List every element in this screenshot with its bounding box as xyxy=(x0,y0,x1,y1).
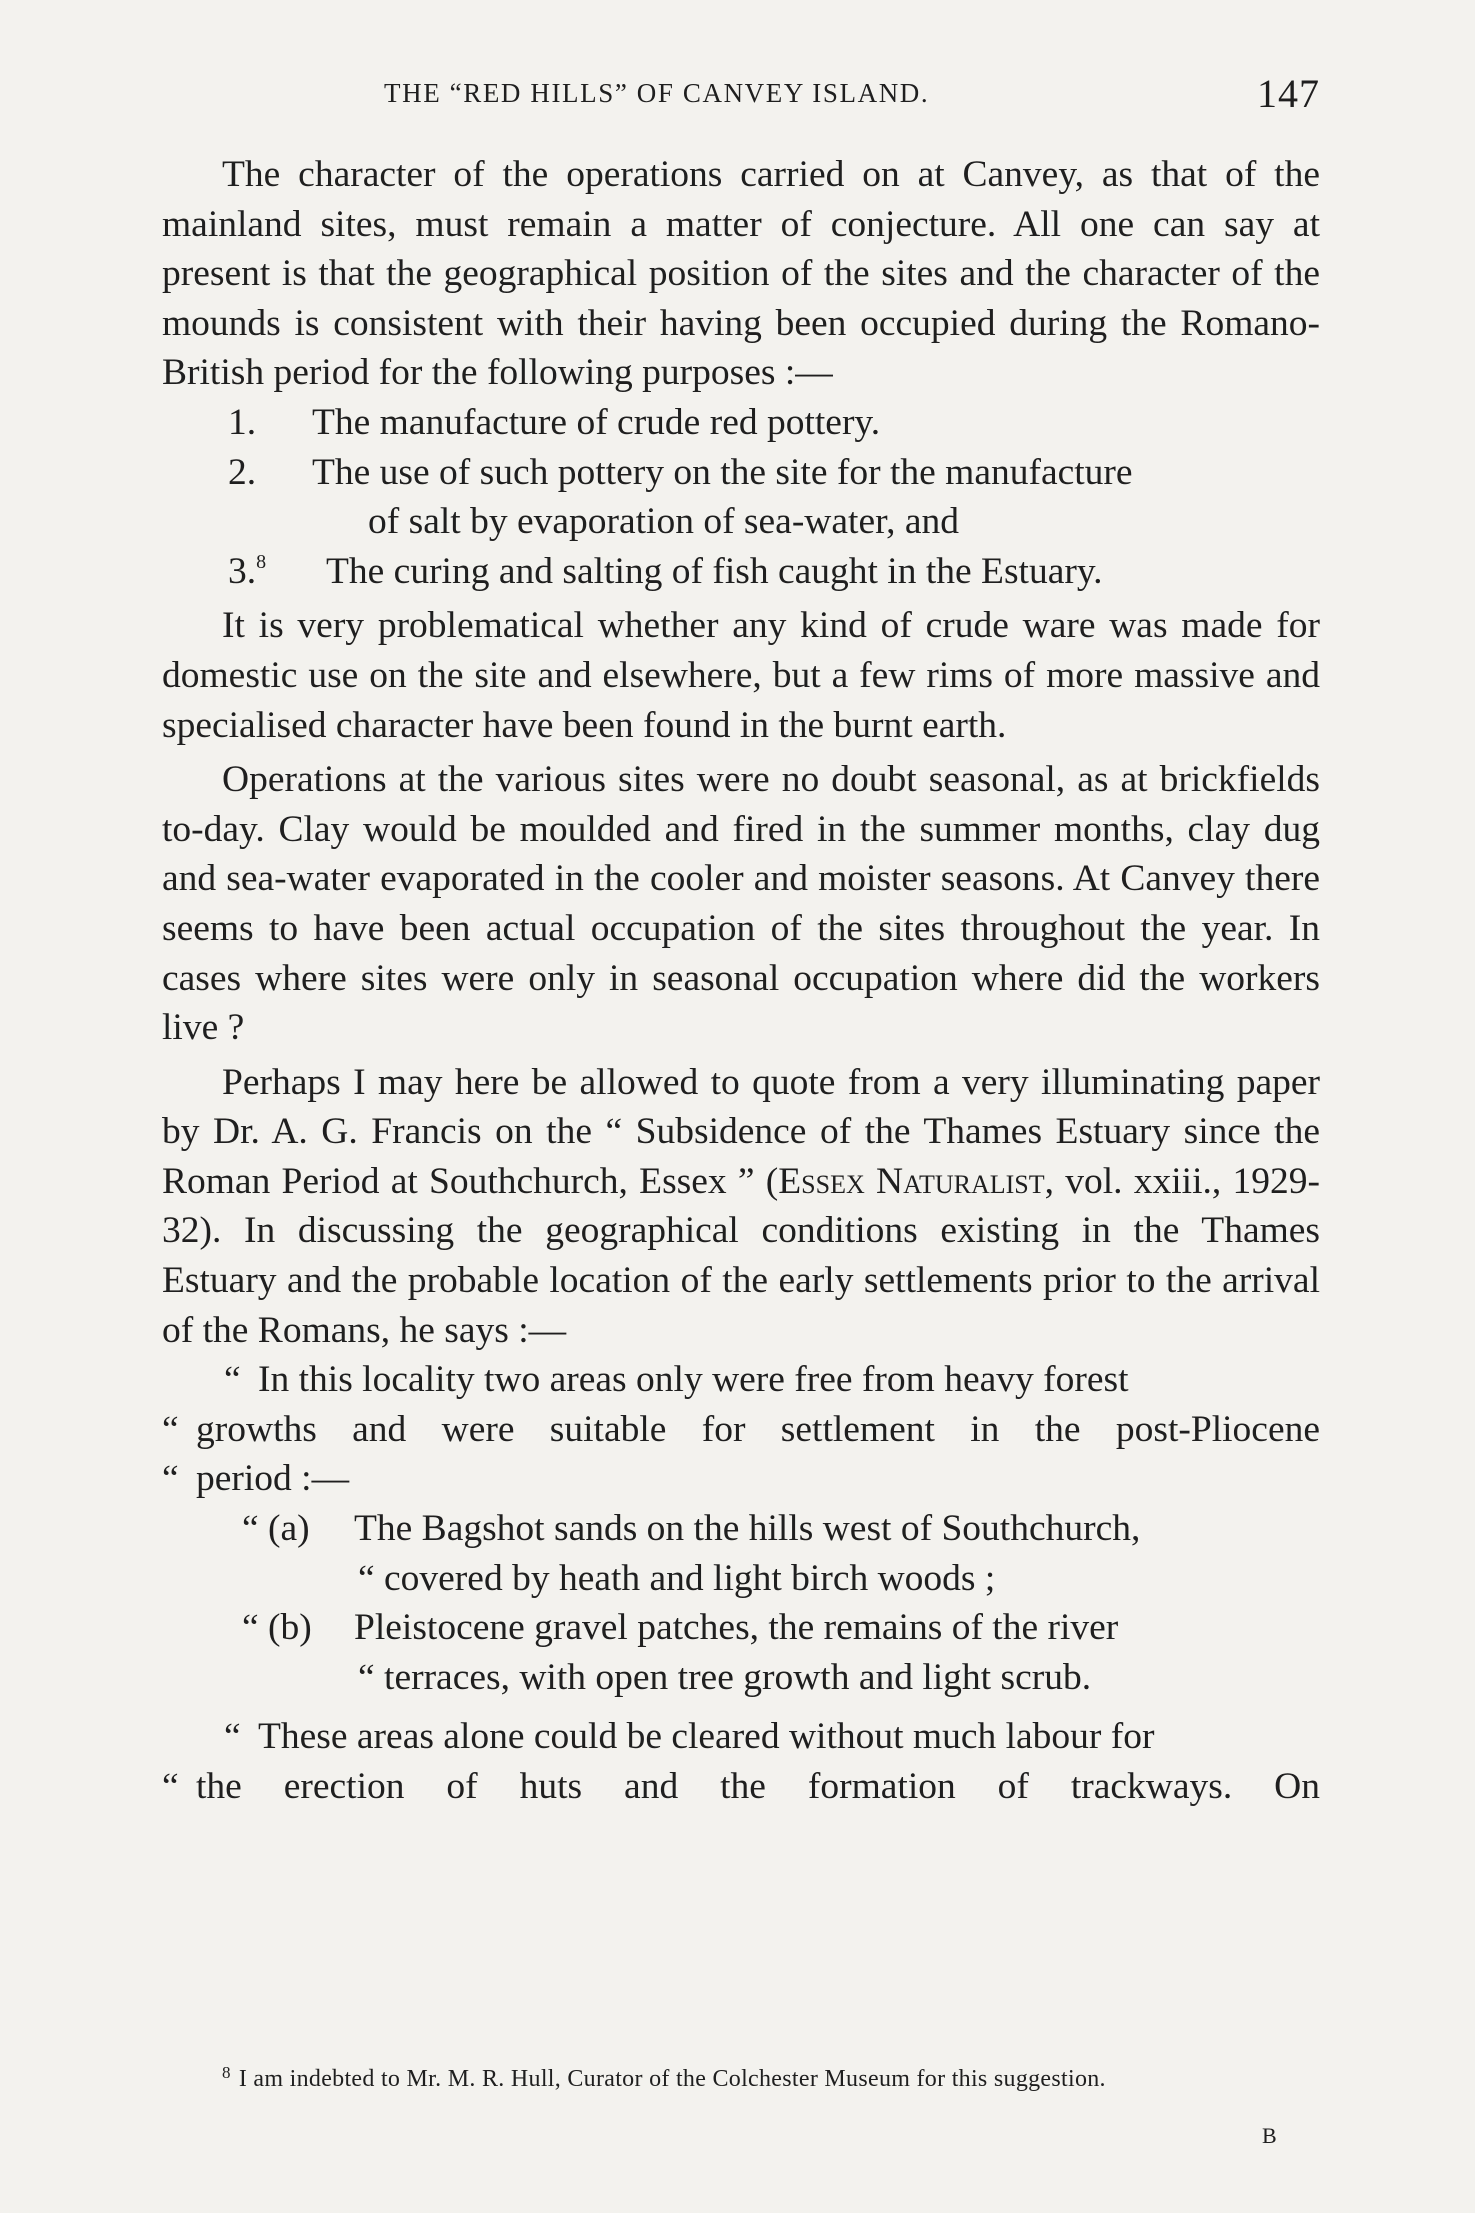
body-text xyxy=(162,150,1320,1812)
paragraph-4-text-cont: , vol. xxiii., 1929-32). In discussing the geographical conditions existing in the Thames Estuary and the probable location of the early settlements prior to the arrival of the Romans, he says :— xyxy=(162,1160,1320,1351)
list-number xyxy=(228,547,266,597)
sub-item-text: The Bagshot sands on the hills west of Southchurch, xyxy=(354,1508,1141,1550)
page-number: 147 xyxy=(1257,71,1320,116)
quote-text: the erection of huts and the formation of trackways. On xyxy=(196,1766,1320,1807)
quote-text: period :— xyxy=(196,1458,350,1500)
sub-item-label: “ (a) xyxy=(242,1508,310,1550)
list-item xyxy=(162,398,1320,448)
list-item xyxy=(162,547,1320,597)
block-quote xyxy=(162,1355,1320,1811)
journal-title: Essex Naturalist xyxy=(778,1160,1045,1202)
sub-item-text: Pleistocene gravel patches, the remains of the river xyxy=(354,1607,1119,1649)
sub-item-label: “ (b) xyxy=(242,1607,312,1649)
footnote xyxy=(222,2063,1332,2093)
quote-mark: “ xyxy=(224,1359,241,1401)
sub-item-continuation: “ terraces, with open tree growth and light scrub. xyxy=(358,1656,1092,1698)
list-text: The use of such pottery on the site for the manufacture xyxy=(312,451,1133,493)
page-header xyxy=(162,71,1320,124)
list-number: 2. xyxy=(228,451,257,493)
quote-sub-item-a xyxy=(162,1504,1320,1554)
sub-item-continuation: “ covered by heath and light birch woods ; xyxy=(358,1557,996,1599)
footnote-text: I am indebted to Mr. M. R. Hull, Curator of the Colchester Museum for this suggestion. xyxy=(238,2066,1106,2092)
quote-sub-item-b xyxy=(162,1603,1320,1653)
quote-text: In this locality two areas only were free from heavy forest xyxy=(258,1359,1129,1401)
purposes-list xyxy=(162,398,1320,596)
paragraph-4 xyxy=(162,1058,1320,1356)
footnote-mark: 8 xyxy=(222,2063,231,2082)
list-text: The manufacture of crude red pottery. xyxy=(312,401,881,443)
list-text: The curing and salting of fish caught in the Estuary. xyxy=(326,550,1103,592)
list-item xyxy=(162,448,1320,498)
quote-line xyxy=(162,1405,1320,1455)
quote-mark: “ xyxy=(162,1458,179,1500)
list-number-text: 3. xyxy=(228,550,257,592)
quote-mark: “ xyxy=(224,1716,241,1758)
signature-mark: B xyxy=(1262,2123,1277,2148)
quote-line xyxy=(162,1355,1320,1405)
paragraph-3: Operations at the various sites were no doubt seasonal, as at brickfields to-day. Clay would be moulded and fired in the summer months, clay dug and sea-water evaporated in the cooler and moister seasons. At Canvey there seems to have been actual occupation of the sites throughout the year. In cases where sites were only in seasonal occupation where did the workers live ? xyxy=(162,759,1320,1049)
quote-line xyxy=(162,1762,1320,1812)
paragraph-2: It is very problematical whether any kind of crude ware was made for domestic use on the site and elsewhere, but a few rims of more massive and specialised character have been found in the burnt earth. xyxy=(162,605,1320,746)
quote-line xyxy=(162,1712,1320,1762)
quote-line xyxy=(162,1454,1320,1504)
running-title: THE “RED HILLS” OF CANVEY ISLAND. xyxy=(384,78,930,108)
quote-text: These areas alone could be cleared without much labour for xyxy=(258,1716,1155,1758)
quote-mark: “ xyxy=(162,1766,179,1807)
paragraph-4-text: Perhaps I may here be allowed to quote from a very illuminating paper by Dr. A. G. Francis on the “ Subsidence of the Thames Estuary since the Roman Period at Southchurch, Essex ” ( xyxy=(162,1061,1320,1202)
paragraph-1: The character of the operations carried on at Canvey, as that of the mainland sites, must remain a matter of conjecture. All one can say at present is that the geographical position of the sites and the character of the mounds is consistent with their having been occupied during the Romano-British period for the following purposes :— xyxy=(162,154,1320,394)
footnote-reference: 8 xyxy=(256,550,267,573)
list-text-continuation: of salt by evaporation of sea-water, and xyxy=(368,501,959,543)
quote-text: growths and were suitable for settlement in the post-Pliocene xyxy=(196,1408,1320,1450)
quote-mark: “ xyxy=(162,1408,179,1450)
list-number: 1. xyxy=(228,401,257,443)
